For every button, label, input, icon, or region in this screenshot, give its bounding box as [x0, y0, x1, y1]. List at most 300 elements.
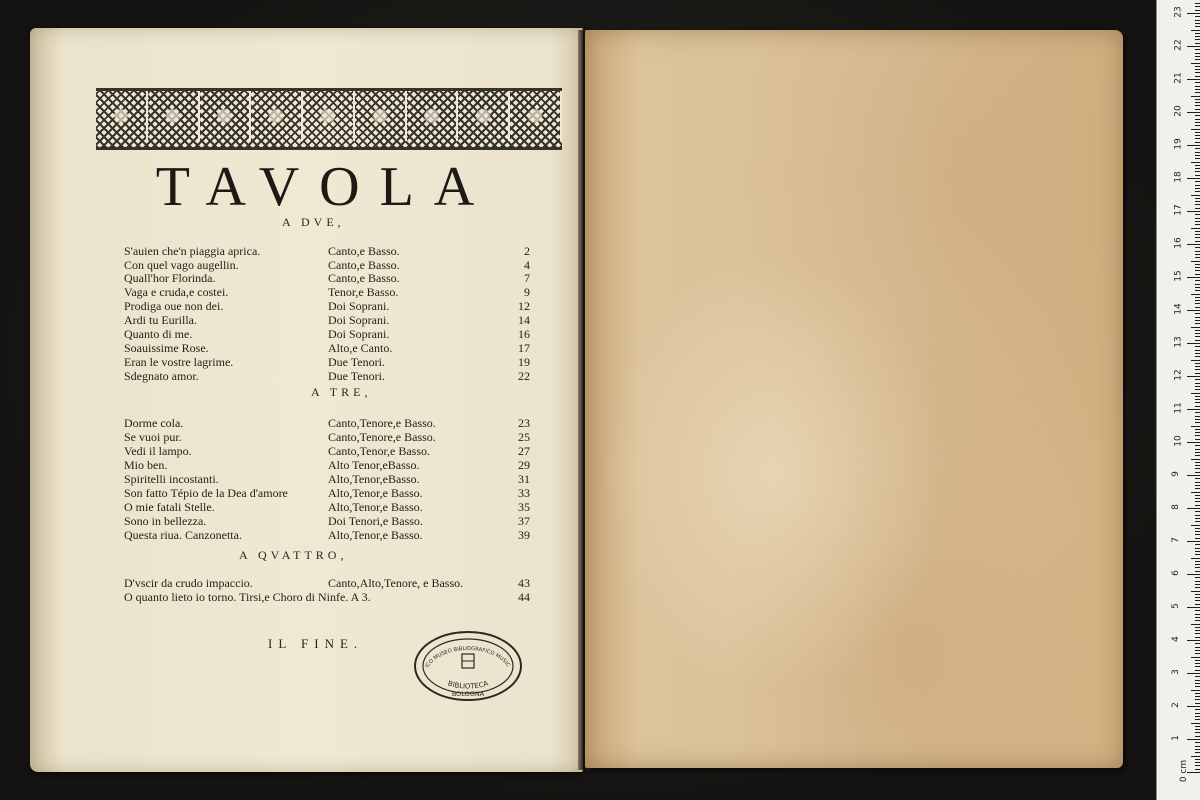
entry-title: Soauissime Rose.: [124, 341, 209, 355]
ruler-tick: [1195, 26, 1200, 27]
ruler-tick: [1195, 274, 1200, 275]
entry-title: Dorme cola.: [124, 416, 184, 430]
ruler-tick: [1187, 739, 1200, 740]
ruler-tick: [1195, 241, 1200, 242]
entry-title: O mie fatali Stelle.: [124, 500, 215, 514]
ruler-tick: [1195, 346, 1200, 347]
ruler-tick: [1195, 729, 1200, 730]
ruler-tick: [1195, 307, 1200, 308]
ruler-tick: [1195, 749, 1200, 750]
ruler-tick: [1187, 343, 1200, 344]
ruler-number: 8: [1170, 504, 1181, 510]
entry-page-number: 31: [518, 472, 530, 486]
ruler-number: 9: [1170, 471, 1181, 477]
entry-title: Ardi tu Eurilla.: [124, 313, 197, 327]
ruler-tick: [1195, 587, 1200, 588]
ruler-tick: [1195, 732, 1200, 733]
measurement-ruler: [1156, 0, 1200, 800]
library-stamp: [412, 628, 524, 704]
ruler-tick: [1195, 709, 1200, 710]
entry-voices: Doi Soprani.: [328, 313, 390, 327]
ruler-tick: [1195, 680, 1200, 681]
entry-title: Sdegnato amor.: [124, 369, 199, 383]
ruler-tick: [1195, 373, 1200, 374]
ruler-tick: [1195, 699, 1200, 700]
list-item: [124, 285, 544, 299]
ruler-tick: [1195, 284, 1200, 285]
ruler-tick: [1195, 531, 1200, 532]
ruler-tick: [1195, 237, 1200, 238]
ruler-tick: [1195, 561, 1200, 562]
ruler-number: 10: [1173, 435, 1184, 447]
entry-voices: Tenor,e Basso.: [328, 285, 399, 299]
ruler-tick: [1187, 79, 1200, 80]
ruler-number: 16: [1173, 237, 1184, 249]
entry-voices: Canto,e Basso.: [328, 258, 400, 272]
ruler-tick: [1195, 746, 1200, 747]
ruler-tick: [1195, 39, 1200, 40]
ruler-tick: [1191, 690, 1200, 691]
ruler-tick: [1195, 511, 1200, 512]
ruler-tick: [1195, 257, 1200, 258]
ruler-tick: [1191, 129, 1200, 130]
ruler-tick: [1195, 577, 1200, 578]
ruler-tick: [1195, 581, 1200, 582]
ruler-tick: [1191, 657, 1200, 658]
ruler-tick: [1191, 426, 1200, 427]
list-item: [124, 500, 544, 514]
ruler-tick: [1195, 297, 1200, 298]
ruler-tick: [1195, 633, 1200, 634]
ruler-tick: [1195, 435, 1200, 436]
ruler-tick: [1195, 20, 1200, 21]
ruler-tick: [1195, 171, 1200, 172]
ruler-tick: [1195, 33, 1200, 34]
ruler-tick: [1195, 56, 1200, 57]
ruler-tick: [1187, 277, 1200, 278]
ruler-tick: [1195, 548, 1200, 549]
ruler-tick: [1191, 525, 1200, 526]
ruler-tick: [1187, 211, 1200, 212]
ruler-tick: [1187, 706, 1200, 707]
ruler-tick: [1195, 716, 1200, 717]
ruler-tick: [1195, 66, 1200, 67]
ruler-tick: [1195, 653, 1200, 654]
ruler-tick: [1195, 43, 1200, 44]
ruler-tick: [1191, 591, 1200, 592]
ruler-tick: [1195, 313, 1200, 314]
ruler-tick: [1187, 178, 1200, 179]
ruler-tick: [1195, 175, 1200, 176]
ruler-tick: [1195, 320, 1200, 321]
entry-page-number: 22: [518, 369, 530, 383]
ruler-tick: [1195, 53, 1200, 54]
ruler-tick: [1195, 412, 1200, 413]
section-heading: A TRE,: [311, 385, 372, 399]
ruler-tick: [1195, 369, 1200, 370]
ruler-tick: [1195, 366, 1200, 367]
ruler-tick: [1195, 683, 1200, 684]
ruler-tick: [1195, 528, 1200, 529]
ruler-tick: [1195, 208, 1200, 209]
ruler-tick: [1195, 726, 1200, 727]
ruler-tick: [1195, 76, 1200, 77]
section-heading: A QVATTRO,: [239, 548, 348, 562]
ruler-tick: [1195, 465, 1200, 466]
ruler-tick: [1195, 769, 1200, 770]
entry-voices: Doi Soprani.: [328, 299, 390, 313]
ruler-tick: [1195, 736, 1200, 737]
ruler-tick: [1195, 468, 1200, 469]
entry-title: Con quel vago augellin.: [124, 258, 239, 272]
svg-text:BIBLIOTECA: BIBLIOTECA: [446, 679, 490, 691]
ruler-tick: [1195, 201, 1200, 202]
list-item: [124, 313, 544, 327]
ruler-tick: [1195, 445, 1200, 446]
list-item: [124, 327, 544, 341]
ruler-tick: [1195, 495, 1200, 496]
ruler-number: 7: [1170, 537, 1181, 543]
ruler-tick: [1195, 119, 1200, 120]
ruler-tick: [1195, 627, 1200, 628]
ruler-tick: [1195, 551, 1200, 552]
list-item: [124, 258, 544, 272]
ruler-tick: [1191, 162, 1200, 163]
ruler-number: 19: [1173, 138, 1184, 150]
ruler-tick: [1195, 614, 1200, 615]
ruler-tick: [1195, 501, 1200, 502]
ruler-tick: [1195, 6, 1200, 7]
ruler-tick: [1195, 534, 1200, 535]
page-title: TAVOLA: [155, 156, 495, 218]
entry-page-number: 7: [524, 271, 530, 285]
ruler-tick: [1195, 254, 1200, 255]
entry-page-number: 43: [518, 576, 530, 590]
ruler-tick: [1195, 686, 1200, 687]
ruler-tick: [1195, 693, 1200, 694]
ruler-tick: [1195, 165, 1200, 166]
ruler-tick: [1191, 756, 1200, 757]
ruler-tick: [1195, 10, 1200, 11]
end-text: IL FINE.: [268, 636, 364, 651]
ruler-tick: [1195, 323, 1200, 324]
list-item: [124, 369, 544, 383]
ruler-tick: [1195, 406, 1200, 407]
ruler-tick: [1195, 386, 1200, 387]
ruler-tick: [1195, 765, 1200, 766]
ruler-tick: [1191, 459, 1200, 460]
ruler-tick: [1195, 287, 1200, 288]
ruler-tick: [1195, 554, 1200, 555]
ruler-tick: [1195, 429, 1200, 430]
ruler-tick: [1187, 442, 1200, 443]
svg-text:CIVICO MUSEO BIBLIOGRAFICO MUS: ICO MUSEO BIBLIOGRAFICO MUSIC: [424, 645, 511, 669]
ruler-number: 17: [1173, 204, 1184, 216]
entry-title: Vaga e cruda,e costei.: [124, 285, 229, 299]
ruler-number: 3: [1170, 669, 1181, 675]
ruler-number: 0 cm: [1179, 759, 1190, 783]
ruler-number: 15: [1173, 270, 1184, 282]
ruler-number: 13: [1173, 336, 1184, 348]
entry-voices: Canto,Tenor,e Basso.: [328, 444, 430, 458]
ruler-tick: [1195, 49, 1200, 50]
entry-page-number: 23: [518, 416, 530, 430]
ruler-tick: [1195, 3, 1200, 4]
entry-voices: Canto,Alto,Tenore, e Basso.: [328, 576, 464, 590]
ruler-tick: [1195, 637, 1200, 638]
ruler-tick: [1187, 574, 1200, 575]
ruler-tick: [1195, 125, 1200, 126]
entry-title: Prodiga oue non dei.: [124, 299, 224, 313]
ruler-tick: [1195, 518, 1200, 519]
entry-voices: Canto,Tenore,e Basso.: [328, 416, 436, 430]
ruler-tick: [1191, 723, 1200, 724]
entry-page-number: 29: [518, 458, 530, 472]
entry-voices: Alto,Tenor,e Basso.: [328, 500, 423, 514]
ruler-tick: [1195, 105, 1200, 106]
ruler-tick: [1195, 666, 1200, 667]
ruler-tick: [1195, 696, 1200, 697]
ruler-tick: [1195, 610, 1200, 611]
entry-page-number: 35: [518, 500, 530, 514]
ruler-tick: [1195, 148, 1200, 149]
list-item: [124, 430, 544, 444]
list-item: [124, 355, 544, 369]
ruler-tick: [1195, 660, 1200, 661]
entry-page-number: 9: [524, 285, 530, 299]
entry-page-number: 44: [518, 590, 530, 604]
ruler-tick: [1195, 521, 1200, 522]
ruler-tick: [1195, 330, 1200, 331]
ruler-tick: [1195, 198, 1200, 199]
entry-voices: Due Tenori.: [328, 369, 385, 383]
ruler-tick: [1195, 485, 1200, 486]
entry-page-number: 37: [518, 514, 530, 528]
entry-title: O quanto lieto io torno. Tirsi,e Choro di Ninfe. A 3.: [124, 590, 371, 604]
ruler-tick: [1187, 607, 1200, 608]
ruler-tick: [1195, 109, 1200, 110]
ruler-tick: [1195, 16, 1200, 17]
ruler-tick: [1195, 188, 1200, 189]
ruler-tick: [1195, 353, 1200, 354]
entry-page-number: 14: [518, 313, 530, 327]
ruler-tick: [1195, 23, 1200, 24]
ruler-tick: [1195, 759, 1200, 760]
ruler-tick: [1187, 508, 1200, 509]
ruler-number: 2: [1170, 702, 1181, 708]
ruler-tick: [1187, 310, 1200, 311]
ruler-tick: [1195, 422, 1200, 423]
ruler-tick: [1195, 432, 1200, 433]
ruler-tick: [1195, 158, 1200, 159]
entry-title: Se vuoi pur.: [124, 430, 182, 444]
entry-page-number: 16: [518, 327, 530, 341]
entry-voices: Alto,Tenor,e Basso.: [328, 486, 423, 500]
list-item: [124, 271, 544, 285]
entry-voices: Alto Tenor,eBasso.: [328, 458, 420, 472]
ruler-number: 22: [1173, 39, 1184, 51]
section-heading: A DVE,: [282, 215, 345, 229]
entry-page-number: 25: [518, 430, 530, 444]
ruler-tick: [1191, 30, 1200, 31]
ruler-tick: [1195, 69, 1200, 70]
ruler-number: 14: [1173, 303, 1184, 315]
ruler-tick: [1195, 617, 1200, 618]
ruler-tick: [1195, 59, 1200, 60]
ruler-tick: [1195, 600, 1200, 601]
ruler-tick: [1191, 63, 1200, 64]
list-item: [124, 299, 544, 313]
entry-page-number: 12: [518, 299, 530, 313]
svg-text:BOLOGNA: BOLOGNA: [451, 690, 485, 698]
ruler-tick: [1195, 383, 1200, 384]
list-item: [124, 472, 544, 486]
ruler-tick: [1191, 558, 1200, 559]
ruler-tick: [1187, 640, 1200, 641]
ruler-tick: [1191, 228, 1200, 229]
ruler-tick: [1195, 142, 1200, 143]
ruler-tick: [1195, 597, 1200, 598]
ruler-tick: [1195, 102, 1200, 103]
ruler-tick: [1195, 92, 1200, 93]
ruler-tick: [1195, 742, 1200, 743]
ruler-tick: [1195, 247, 1200, 248]
ruler-tick: [1187, 376, 1200, 377]
ruler-tick: [1195, 340, 1200, 341]
ruler-tick: [1195, 452, 1200, 453]
ruler-tick: [1195, 350, 1200, 351]
ruler-tick: [1195, 300, 1200, 301]
ruler-tick: [1195, 505, 1200, 506]
ruler-tick: [1195, 396, 1200, 397]
ruler-tick: [1195, 221, 1200, 222]
ruler-tick: [1191, 360, 1200, 361]
ruler-tick: [1195, 703, 1200, 704]
ruler-tick: [1195, 663, 1200, 664]
ruler-tick: [1195, 462, 1200, 463]
ruler-number: 18: [1173, 171, 1184, 183]
list-item: [124, 341, 544, 355]
ruler-tick: [1195, 122, 1200, 123]
ruler-tick: [1195, 762, 1200, 763]
entry-title: Son fatto Tépio de la Dea d'amore: [124, 486, 288, 500]
ruler-tick: [1191, 261, 1200, 262]
list-item: [124, 416, 544, 430]
entry-voices: Doi Soprani.: [328, 327, 390, 341]
ruler-tick: [1187, 541, 1200, 542]
ruler-tick: [1195, 280, 1200, 281]
ruler-tick: [1195, 402, 1200, 403]
ruler-tick: [1195, 650, 1200, 651]
entry-title: Eran le vostre lagrime.: [124, 355, 234, 369]
list-item: [124, 576, 544, 590]
ruler-tick: [1195, 138, 1200, 139]
ruler-tick: [1195, 604, 1200, 605]
ruler-tick: [1195, 72, 1200, 73]
ruler-tick: [1195, 752, 1200, 753]
ruler-number: 4: [1170, 636, 1181, 642]
ruler-tick: [1195, 620, 1200, 621]
entry-voices: Alto,Tenor,e Basso.: [328, 528, 423, 542]
ruler-tick: [1195, 181, 1200, 182]
entry-title: S'auien che'n piaggia aprica.: [124, 244, 261, 258]
ruler-tick: [1195, 267, 1200, 268]
ruler-tick: [1195, 234, 1200, 235]
ruler-tick: [1195, 36, 1200, 37]
entry-page-number: 2: [524, 244, 530, 258]
ruler-tick: [1195, 478, 1200, 479]
ruler-tick: [1195, 135, 1200, 136]
ruler-number: 20: [1173, 105, 1184, 117]
ruler-tick: [1195, 185, 1200, 186]
entry-page-number: 19: [518, 355, 530, 369]
list-item: [124, 458, 544, 472]
entry-page-number: 17: [518, 341, 530, 355]
entry-page-number: 33: [518, 486, 530, 500]
ruler-tick: [1195, 584, 1200, 585]
ruler-number: 21: [1173, 72, 1184, 84]
entry-title: Vedi il lampo.: [124, 444, 192, 458]
ruler-tick: [1195, 399, 1200, 400]
ruler-tick: [1195, 89, 1200, 90]
ruler-tick: [1195, 86, 1200, 87]
ruler-tick: [1195, 544, 1200, 545]
ruler-tick: [1195, 363, 1200, 364]
ruler-tick: [1187, 145, 1200, 146]
list-item: [124, 444, 544, 458]
ruler-tick: [1187, 13, 1200, 14]
entry-voices: Alto,e Canto.: [328, 341, 393, 355]
ruler-tick: [1187, 244, 1200, 245]
list-item: [124, 486, 544, 500]
ruler-tick: [1195, 132, 1200, 133]
ruler-tick: [1195, 419, 1200, 420]
ruler-tick: [1195, 218, 1200, 219]
ruler-tick: [1195, 594, 1200, 595]
ruler-tick: [1195, 439, 1200, 440]
ruler-tick: [1191, 393, 1200, 394]
ruler-tick: [1195, 567, 1200, 568]
entry-page-number: 4: [524, 258, 530, 272]
ruler-number: 6: [1170, 570, 1181, 576]
ruler-tick: [1195, 82, 1200, 83]
entry-title: Mio ben.: [124, 458, 168, 472]
ruler-tick: [1187, 46, 1200, 47]
ruler-tick: [1195, 155, 1200, 156]
ruler-tick: [1195, 515, 1200, 516]
list-item: [124, 514, 544, 528]
ruler-tick: [1195, 333, 1200, 334]
ruler-tick: [1195, 270, 1200, 271]
ruler-tick: [1195, 719, 1200, 720]
entry-title: Questa riua. Canzonetta.: [124, 528, 242, 542]
ruler-tick: [1195, 303, 1200, 304]
ruler-tick: [1187, 475, 1200, 476]
ruler-tick: [1195, 670, 1200, 671]
entry-title: Sono in bellezza.: [124, 514, 207, 528]
list-item: [124, 244, 544, 258]
ruler-tick: [1191, 294, 1200, 295]
ruler-tick: [1191, 195, 1200, 196]
ruler-tick: [1187, 112, 1200, 113]
entry-voices: Canto,e Basso.: [328, 244, 400, 258]
ruler-tick: [1195, 389, 1200, 390]
ruler-tick: [1195, 168, 1200, 169]
ruler-number: 1: [1170, 735, 1181, 741]
ruler-tick: [1195, 356, 1200, 357]
ruler-number: 5: [1170, 603, 1181, 609]
ruler-tick: [1195, 455, 1200, 456]
